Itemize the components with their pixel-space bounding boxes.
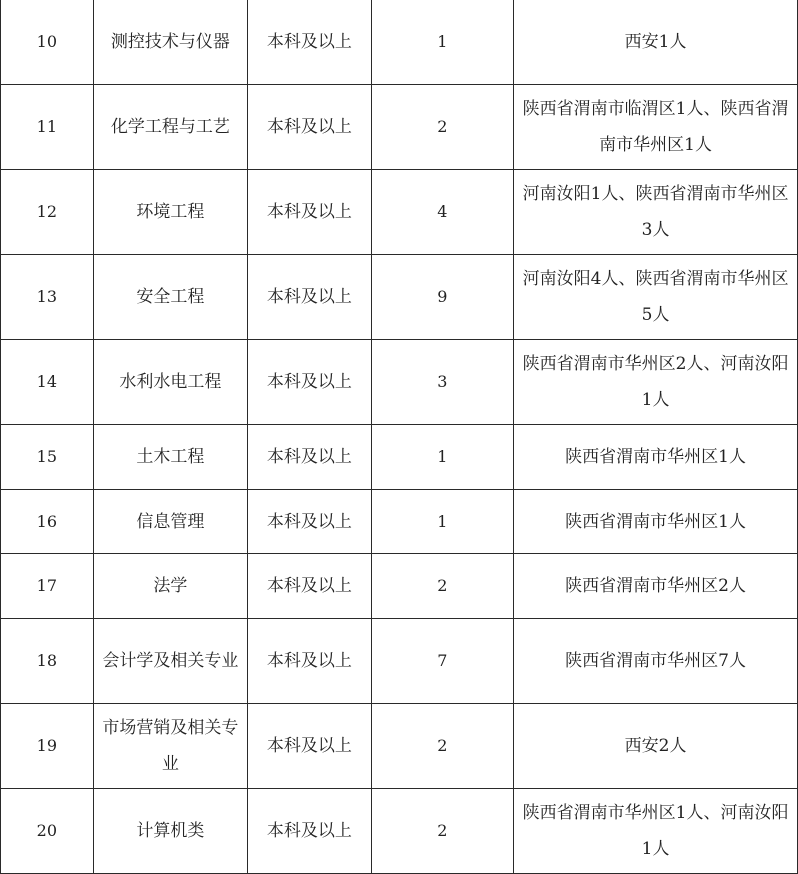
degree-cell: 本科及以上 — [248, 619, 372, 704]
count-cell: 1 — [371, 490, 513, 554]
table-row — [1, 425, 798, 490]
location-cell: 西安2人 — [514, 704, 798, 789]
count-cell: 2 — [371, 789, 513, 874]
row-number: 12 — [1, 170, 94, 255]
degree-cell: 本科及以上 — [248, 85, 372, 170]
count-cell: 1 — [371, 425, 513, 490]
table-row — [1, 255, 798, 340]
degree-cell: 本科及以上 — [248, 554, 372, 619]
degree-cell: 本科及以上 — [248, 170, 372, 255]
degree-cell: 本科及以上 — [248, 0, 372, 85]
major-cell: 土木工程 — [93, 425, 247, 490]
major-cell: 市场营销及相关专业 — [93, 704, 247, 789]
count-cell: 2 — [371, 704, 513, 789]
row-number: 20 — [1, 789, 94, 874]
row-number: 14 — [1, 340, 94, 425]
degree-cell: 本科及以上 — [248, 255, 372, 340]
count-cell: 2 — [371, 85, 513, 170]
degree-cell: 本科及以上 — [248, 704, 372, 789]
major-cell: 测控技术与仪器 — [93, 0, 247, 85]
major-cell: 计算机类 — [93, 789, 247, 874]
count-cell: 9 — [371, 255, 513, 340]
row-number: 15 — [1, 425, 94, 490]
major-cell: 化学工程与工艺 — [93, 85, 247, 170]
location-cell: 西安1人 — [514, 0, 798, 85]
table-row — [1, 340, 798, 425]
row-number: 11 — [1, 85, 94, 170]
table-row — [1, 704, 798, 789]
table-row — [1, 619, 798, 704]
table-row — [1, 789, 798, 874]
major-cell: 会计学及相关专业 — [93, 619, 247, 704]
location-cell: 陕西省渭南市临渭区1人、陕西省渭南市华州区1人 — [514, 85, 798, 170]
degree-cell: 本科及以上 — [248, 425, 372, 490]
count-cell: 4 — [371, 170, 513, 255]
table-row — [1, 490, 798, 554]
degree-cell: 本科及以上 — [248, 789, 372, 874]
count-cell: 2 — [371, 554, 513, 619]
major-cell: 信息管理 — [93, 490, 247, 554]
location-cell: 河南汝阳4人、陕西省渭南市华州区5人 — [514, 255, 798, 340]
count-cell: 7 — [371, 619, 513, 704]
row-number: 19 — [1, 704, 94, 789]
degree-cell: 本科及以上 — [248, 340, 372, 425]
row-number: 17 — [1, 554, 94, 619]
table-row — [1, 85, 798, 170]
major-cell: 水利水电工程 — [93, 340, 247, 425]
row-number: 18 — [1, 619, 94, 704]
degree-cell: 本科及以上 — [248, 490, 372, 554]
table-row — [1, 554, 798, 619]
location-cell: 陕西省渭南市华州区1人、河南汝阳1人 — [514, 789, 798, 874]
location-cell: 陕西省渭南市华州区7人 — [514, 619, 798, 704]
count-cell: 3 — [371, 340, 513, 425]
location-cell: 陕西省渭南市华州区1人 — [514, 425, 798, 490]
location-cell: 河南汝阳1人、陕西省渭南市华州区3人 — [514, 170, 798, 255]
location-cell: 陕西省渭南市华州区1人 — [514, 490, 798, 554]
location-cell: 陕西省渭南市华州区2人、河南汝阳1人 — [514, 340, 798, 425]
row-number: 10 — [1, 0, 94, 85]
major-cell: 法学 — [93, 554, 247, 619]
table-row — [1, 170, 798, 255]
major-cell: 环境工程 — [93, 170, 247, 255]
count-cell: 1 — [371, 0, 513, 85]
row-number: 16 — [1, 490, 94, 554]
table-row — [1, 0, 798, 85]
major-cell: 安全工程 — [93, 255, 247, 340]
location-cell: 陕西省渭南市华州区2人 — [514, 554, 798, 619]
row-number: 13 — [1, 255, 94, 340]
